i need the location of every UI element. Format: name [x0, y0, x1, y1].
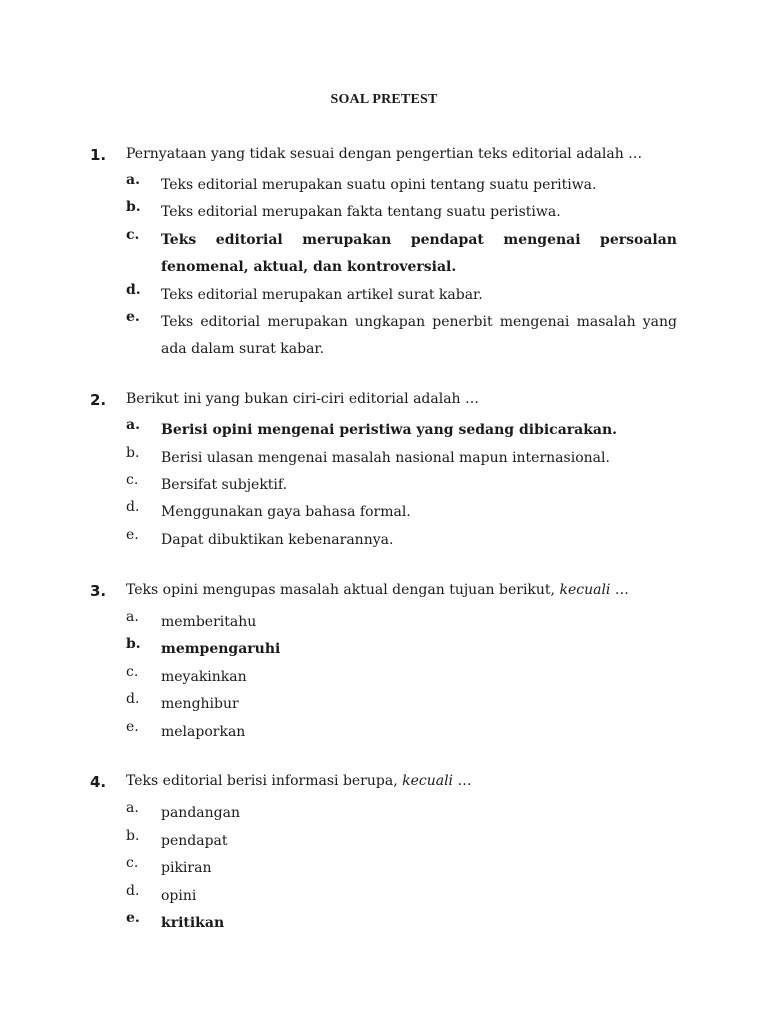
question-number: 4. [90, 773, 107, 791]
option-letter: c. [126, 472, 139, 488]
option-letter: c. [126, 664, 139, 680]
question-text [126, 582, 678, 598]
option-letter: e. [126, 309, 140, 325]
option-text: pendapat [161, 833, 228, 849]
option-text: Dapat dibuktikan kebenarannya. [161, 532, 394, 548]
option-text: Teks editorial merupakan ungkapan penerbit mengenai masalah yang ada dalam surat kabar. [161, 314, 677, 357]
question-number: 3. [90, 582, 107, 600]
option-text: Teks editorial merupakan artikel surat kabar. [161, 287, 483, 303]
question-text-main: Teks editorial berisi informasi berupa, [126, 773, 398, 789]
question-text-emphasis: kecuali [402, 773, 454, 789]
option-letter: e. [126, 719, 139, 735]
question-number: 2. [90, 391, 107, 409]
option-text: Menggunakan gaya bahasa formal. [161, 504, 411, 520]
option-letter: b. [126, 199, 141, 215]
option-text: memberitahu [161, 614, 257, 630]
option-letter: b. [126, 828, 140, 844]
option-letter: b. [126, 636, 141, 652]
page-title: SOAL PRETEST [330, 92, 438, 107]
question-text: Berikut ini yang bukan ciri-ciri editorial adalah … [126, 391, 480, 407]
option-letter: d. [126, 883, 140, 899]
question-text-tail: … [453, 773, 472, 789]
option-letter: a. [126, 172, 140, 188]
question-text: Pernyataan yang tidak sesuai dengan pengertian teks editorial adalah … [126, 146, 643, 162]
option-letter: c. [126, 227, 140, 243]
option-letter: d. [126, 282, 141, 298]
option-letter: e. [126, 910, 140, 926]
option-letter: e. [126, 527, 139, 543]
option-text: kritikan [161, 915, 225, 931]
option-text: pikiran [161, 860, 212, 876]
option-text: mempengaruhi [161, 641, 281, 657]
question-text-tail: … [614, 582, 629, 598]
option-text: melaporkan [161, 724, 246, 740]
option-letter: a. [126, 800, 139, 816]
option-letter: a. [126, 417, 140, 433]
option-letter: a. [126, 609, 139, 625]
option-letter: d. [126, 499, 140, 515]
option-text: Bersifat subjektif. [161, 477, 288, 493]
question-number: 1. [90, 146, 107, 164]
question-text-emphasis: kecuali [559, 582, 611, 598]
option-text: Teks editorial merupakan fakta tentang suatu peristiwa. [161, 204, 561, 220]
option-letter: c. [126, 855, 139, 871]
option-text: Teks editorial merupakan pendapat mengenai persoalan fenomenal, aktual, dan kontroversial. [161, 232, 677, 275]
option-text: Berisi ulasan mengenai masalah nasional mapun internasional. [161, 450, 610, 466]
option-text: opini [161, 888, 197, 904]
question-text [126, 773, 678, 789]
option-text: Teks editorial merupakan suatu opini tentang suatu peritiwa. [161, 177, 597, 193]
option-text: Berisi opini mengenai peristiwa yang sedang dibicarakan. [161, 422, 618, 438]
option-text: pandangan [161, 805, 240, 821]
question-text-main: Teks opini mengupas masalah aktual dengan tujuan berikut, [126, 582, 556, 598]
option-letter: b. [126, 445, 140, 461]
option-text: menghibur [161, 696, 239, 712]
option-text: meyakinkan [161, 669, 247, 685]
option-letter: d. [126, 691, 140, 707]
